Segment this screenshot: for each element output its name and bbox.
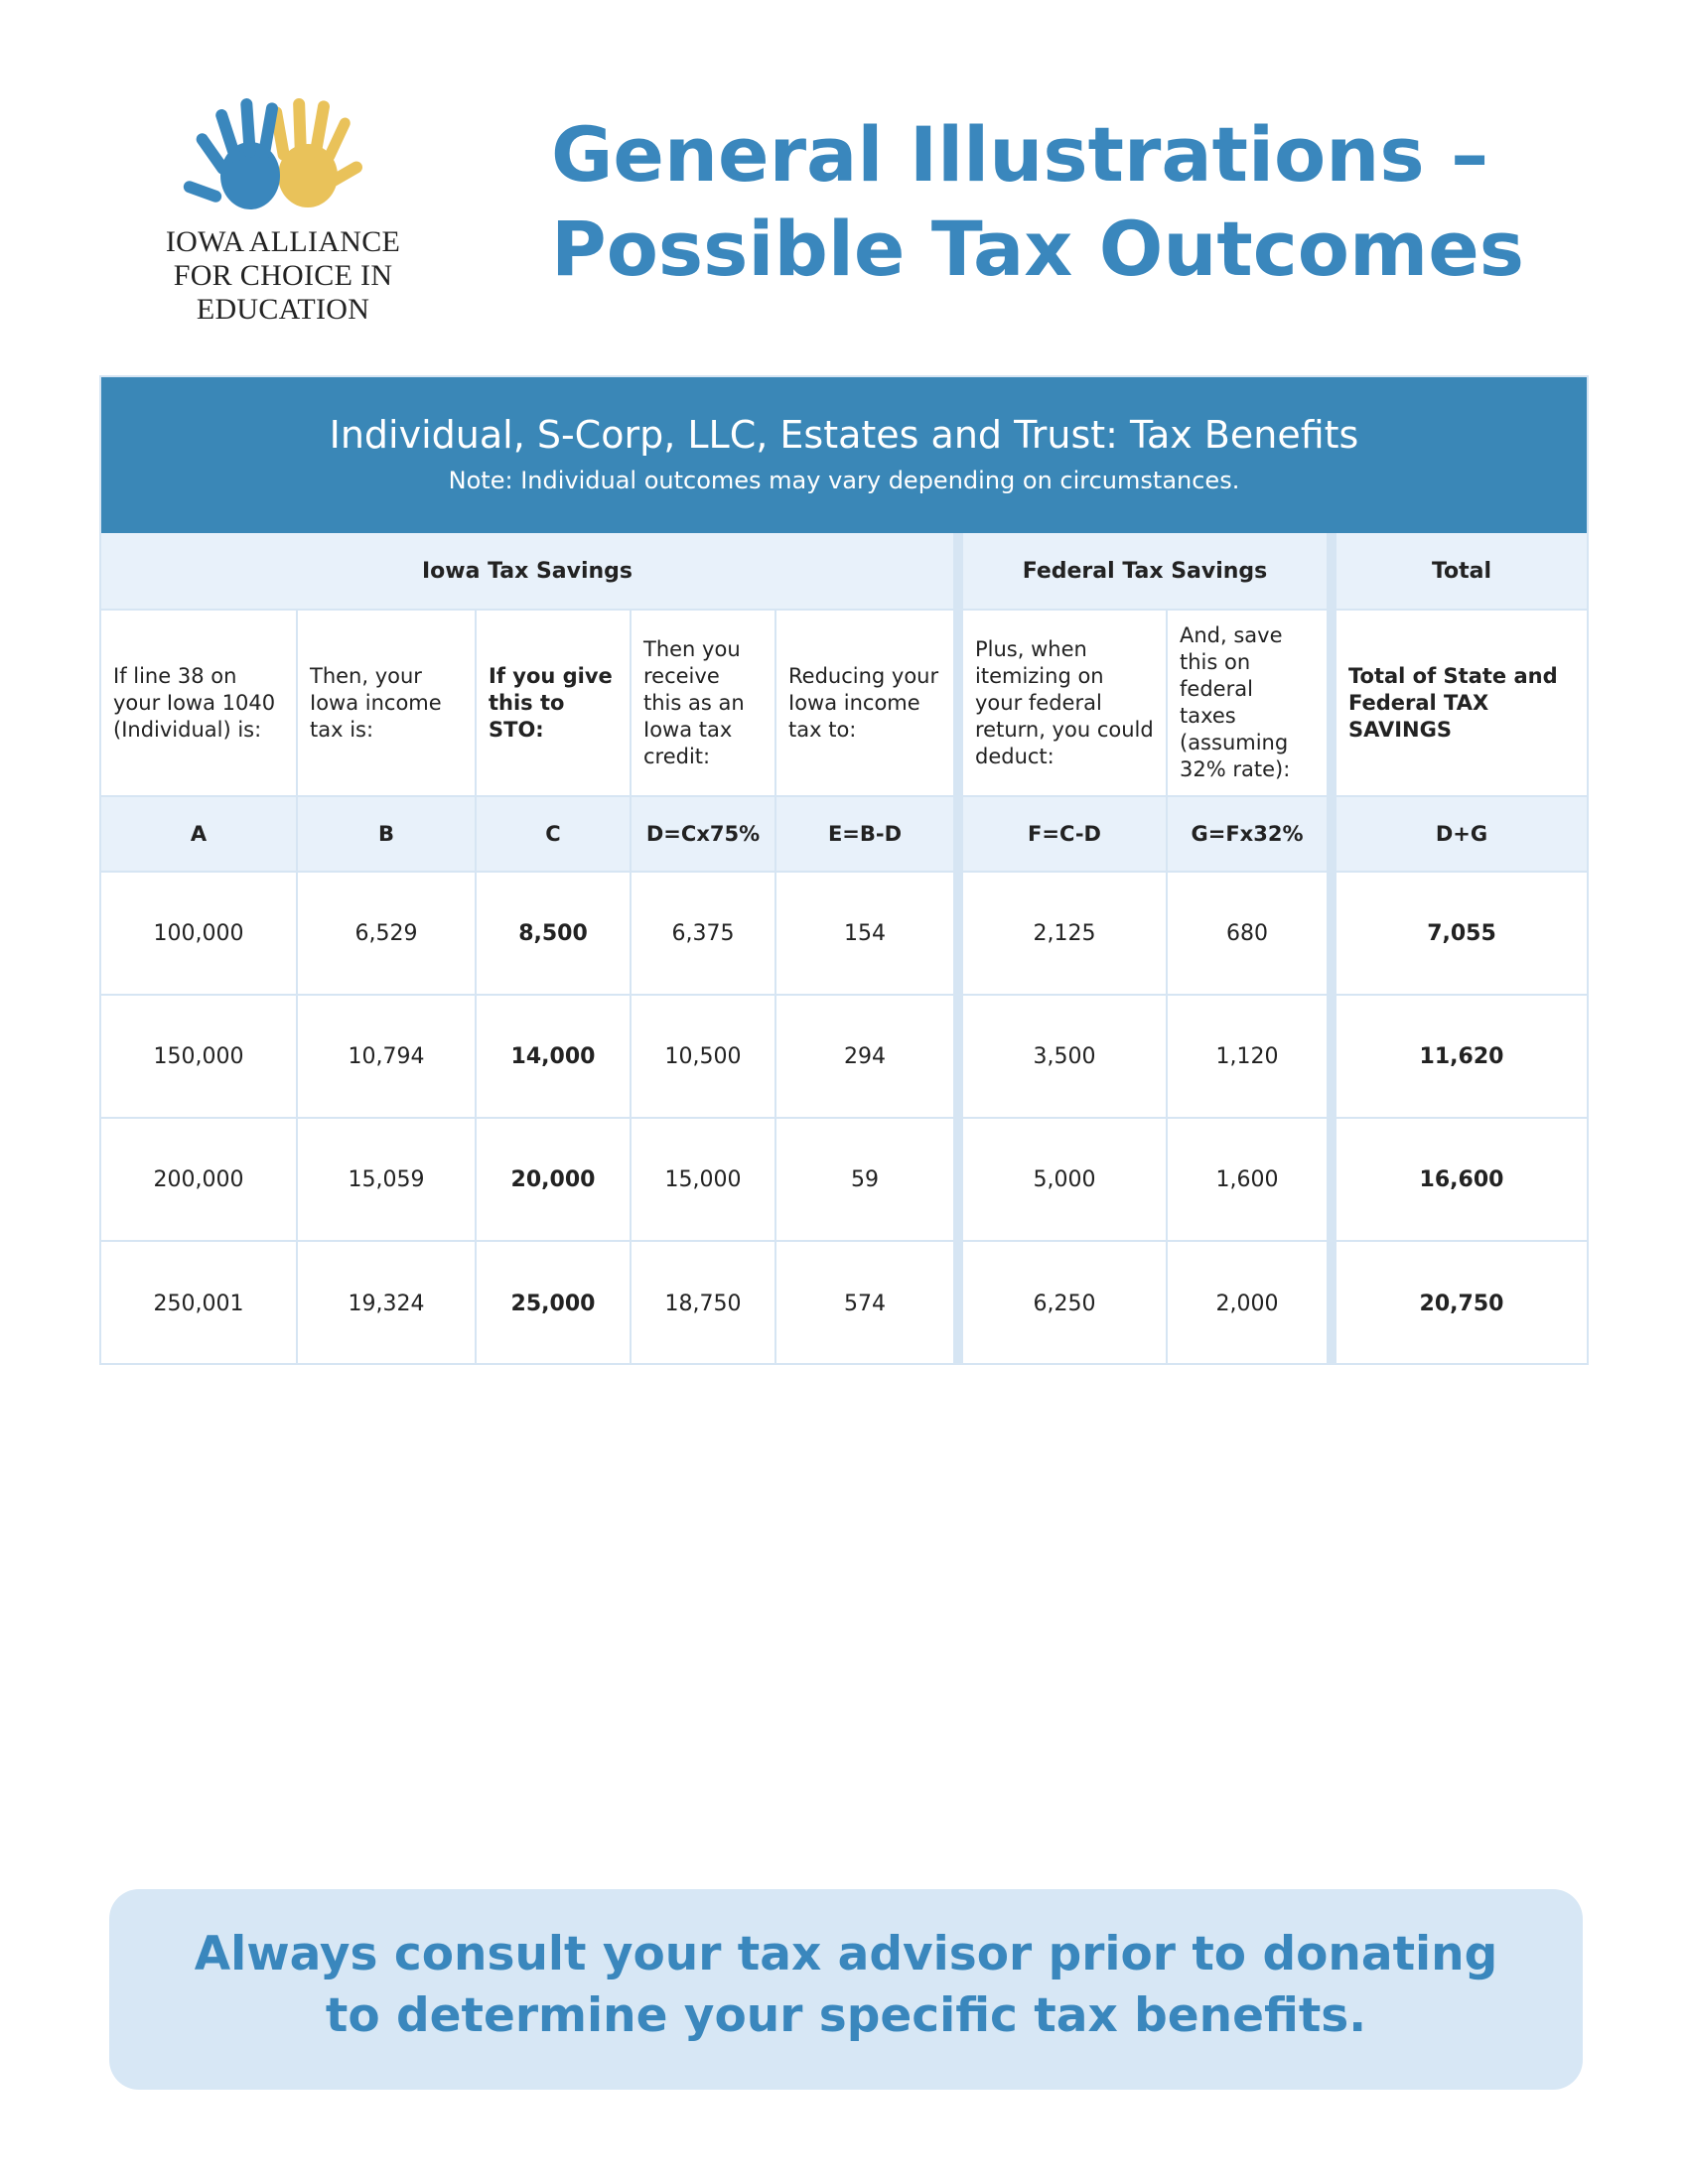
col-code-e: E=B-D bbox=[776, 797, 955, 873]
col-code-d: D=Cx75% bbox=[632, 797, 776, 873]
advisory-line1: Always consult your tax advisor prior to donating bbox=[194, 1927, 1498, 1981]
table-cell: 20,000 bbox=[477, 1119, 632, 1242]
advisory-note bbox=[109, 1889, 1583, 2090]
table-cell: 154 bbox=[776, 873, 955, 996]
group-header-iowa: Iowa Tax Savings bbox=[101, 533, 955, 611]
table-cell: 1,600 bbox=[1168, 1119, 1329, 1242]
col-desc-e: Reducing your Iowa income tax to: bbox=[776, 611, 955, 797]
table-cell: 574 bbox=[776, 1242, 955, 1365]
table-cell: 5,000 bbox=[963, 1119, 1168, 1242]
table-cell: 6,375 bbox=[632, 873, 776, 996]
advisory-line2: to determine your specific tax benefits. bbox=[325, 1988, 1367, 2043]
table-cell: 59 bbox=[776, 1119, 955, 1242]
table-cell: 10,500 bbox=[632, 996, 776, 1119]
logo bbox=[89, 94, 477, 326]
table-cell: 150,000 bbox=[101, 996, 298, 1119]
col-desc-d: Then you receive this as an Iowa tax credit: bbox=[632, 611, 776, 797]
page-title-line2: Possible Tax Outcomes bbox=[551, 205, 1524, 293]
logo-text-line2: FOR CHOICE IN EDUCATION bbox=[173, 259, 393, 326]
hands-icon bbox=[179, 94, 387, 218]
col-desc-c: If you give this to STO: bbox=[477, 611, 632, 797]
table-cell: 100,000 bbox=[101, 873, 298, 996]
col-code-b: B bbox=[298, 797, 477, 873]
table-cell: 10,794 bbox=[298, 996, 477, 1119]
table-cell: 3,500 bbox=[963, 996, 1168, 1119]
table-cell: 15,059 bbox=[298, 1119, 477, 1242]
table-cell: 15,000 bbox=[632, 1119, 776, 1242]
table-banner bbox=[101, 377, 1587, 533]
page-title bbox=[551, 107, 1524, 296]
table-cell: 20,750 bbox=[1419, 1291, 1504, 1316]
group-divider bbox=[1329, 533, 1336, 1365]
col-desc-f: Plus, when itemizing on your federal return, you could deduct: bbox=[963, 611, 1168, 797]
table-cell: 2,000 bbox=[1168, 1242, 1329, 1365]
group-header-total: Total bbox=[1336, 533, 1587, 611]
table-cell: 7,055 bbox=[1336, 873, 1587, 996]
table-cell: 8,500 bbox=[477, 873, 632, 996]
col-code-f: F=C-D bbox=[963, 797, 1168, 873]
table-cell: 19,324 bbox=[298, 1242, 477, 1365]
col-desc-b: Then, your Iowa income tax is: bbox=[298, 611, 477, 797]
col-code-total: D+G bbox=[1336, 797, 1587, 873]
table-banner-title: Individual, S-Corp, LLC, Estates and Trust: Tax Benefits bbox=[329, 413, 1359, 457]
table-cell: 200,000 bbox=[101, 1119, 298, 1242]
group-divider bbox=[955, 533, 963, 1365]
table-cell: 25,000 bbox=[477, 1242, 632, 1365]
table-cell: 1,120 bbox=[1168, 996, 1329, 1119]
table-cell: 16,600 bbox=[1336, 1119, 1587, 1242]
col-code-c: C bbox=[477, 797, 632, 873]
table-cell: 680 bbox=[1168, 873, 1329, 996]
col-desc-total: Total of State and Federal TAX SAVINGS bbox=[1336, 611, 1587, 797]
table-banner-note: Note: Individual outcomes may vary depending on circumstances. bbox=[448, 467, 1240, 494]
table-cell: 18,750 bbox=[632, 1242, 776, 1365]
col-code-a: A bbox=[101, 797, 298, 873]
table-cell: 250,001 bbox=[101, 1242, 298, 1365]
table-cell: 14,000 bbox=[477, 996, 632, 1119]
col-desc-g: And, save this on federal taxes (assuming 32% rate): bbox=[1168, 611, 1329, 797]
page-title-line1: General Illustrations – bbox=[551, 110, 1489, 199]
table-cell: 6,250 bbox=[963, 1242, 1168, 1365]
group-header-federal: Federal Tax Savings bbox=[963, 533, 1329, 611]
col-desc-a: If line 38 on your Iowa 1040 (Individual) is: bbox=[101, 611, 298, 797]
table-cell: 11,620 bbox=[1336, 996, 1587, 1119]
col-code-g: G=Fx32% bbox=[1168, 797, 1329, 873]
table-cell: 294 bbox=[776, 996, 955, 1119]
tax-benefits-table bbox=[99, 375, 1589, 1365]
table-cell: 6,529 bbox=[298, 873, 477, 996]
logo-text-line1: IOWA ALLIANCE bbox=[165, 225, 401, 258]
table-cell: 2,125 bbox=[963, 873, 1168, 996]
